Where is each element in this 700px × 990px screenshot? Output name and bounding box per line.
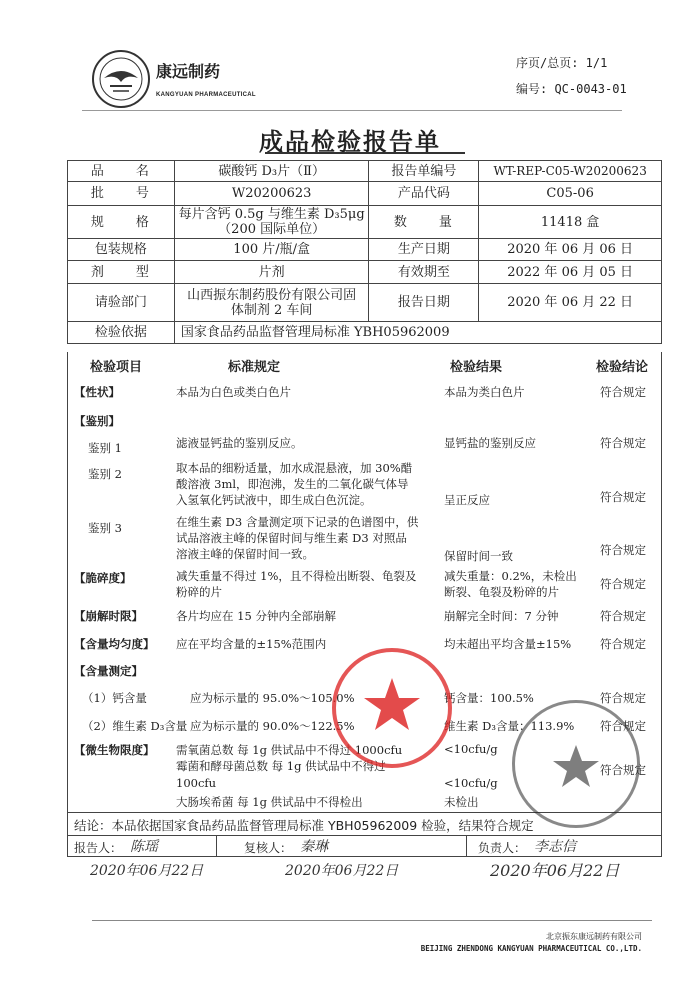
vitd-standard: 应为标示量的 90.0%～122.5% bbox=[190, 719, 355, 733]
manager-date: 2020年06月22日 bbox=[490, 861, 620, 880]
form-label: 剂 型 bbox=[68, 261, 175, 284]
spec-line-2: （200 国际单位） bbox=[218, 222, 326, 237]
dept-value bbox=[174, 284, 369, 322]
ident2-conclusion: 符合规定 bbox=[600, 490, 646, 504]
brand-name-en: KANGYUAN PHARMACEUTICAL bbox=[156, 92, 256, 98]
ident3-label: 鉴别 3 bbox=[88, 521, 122, 535]
reporter-date: 2020年06月22日 bbox=[90, 863, 204, 879]
calcium-label: （1）钙含量 bbox=[82, 691, 147, 705]
friability-standard-1: 减失重量不得过 1%，且不得检出断裂、龟裂及 bbox=[176, 569, 417, 583]
ident3-conclusion: 符合规定 bbox=[600, 543, 646, 557]
package-label: 包装规格 bbox=[68, 239, 175, 261]
microbe-standard-3: 100cfu bbox=[176, 776, 217, 790]
col-conclusion: 检验结论 bbox=[596, 360, 649, 375]
vitd-label: （2）维生素 D₃含量 bbox=[82, 719, 188, 733]
ident3-standard-1: 在维生素 D3 含量测定项下记录的色谱图中，供 bbox=[176, 515, 419, 529]
report-date-label: 报告日期 bbox=[369, 284, 479, 322]
ident3-standard-2: 试品溶液主峰的保留时间与维生素 D3 对照品 bbox=[176, 531, 407, 545]
reviewer-signature: 秦琳 bbox=[300, 839, 328, 855]
package-value: 100 片/瓶/盒 bbox=[174, 239, 369, 261]
calcium-conclusion: 符合规定 bbox=[600, 691, 646, 705]
reviewer-label: 复核人： bbox=[244, 841, 293, 855]
manager-label: 负责人： bbox=[478, 841, 527, 855]
product-name-label: 品 名 bbox=[68, 161, 175, 182]
ident1-label: 鉴别 1 bbox=[88, 441, 122, 455]
quantity-label: 数 量 bbox=[369, 206, 479, 239]
sig-col-divider-1 bbox=[216, 835, 217, 857]
expiry-label: 有效期至 bbox=[369, 261, 479, 284]
microbe-standard-4: 大肠埃希菌 每 1g 供试品中不得检出 bbox=[176, 795, 363, 809]
ident2-standard-2: 酸溶液 3ml，即泡沸，发生的二氧化碳气体导 bbox=[176, 477, 409, 491]
basis-label: 检验依据 bbox=[68, 322, 175, 344]
production-date-label: 生产日期 bbox=[369, 239, 479, 261]
product-code: C05-06 bbox=[479, 182, 662, 206]
friability-label: 【脆碎度】 bbox=[74, 571, 132, 585]
ident2-label: 鉴别 2 bbox=[88, 467, 122, 481]
microbe-standard-1: 需氧菌总数 每 1g 供试品中不得过 1000cfu bbox=[176, 743, 403, 757]
friability-result-2: 断裂、龟裂及粉碎的片 bbox=[444, 585, 559, 599]
conclusion-text: 结论：本品依据国家食品药品监督管理局标准 YBH05962009 检验，结果符合规定 bbox=[74, 818, 534, 833]
footer-company-cn: 北京振东康远制药有限公司 bbox=[546, 932, 642, 941]
vitd-result: 维生素 D₃含量：113.9% bbox=[444, 719, 575, 733]
trait-label: 【性状】 bbox=[74, 385, 120, 399]
batch-number: W20200623 bbox=[174, 182, 369, 206]
ident1-standard: 滤液显钙盐的鉴别反应。 bbox=[176, 436, 303, 450]
assay-label: 【含量测定】 bbox=[74, 664, 143, 678]
uniformity-label: 【含量均匀度】 bbox=[74, 637, 155, 651]
ident3-result: 保留时间一致 bbox=[444, 549, 513, 563]
basis-value: 国家食品药品监督管理局标准 YBH05962009 bbox=[174, 322, 661, 344]
footer-divider bbox=[92, 920, 652, 921]
expiry-date: 2022 年 06 月 05 日 bbox=[479, 261, 662, 284]
spec-value bbox=[174, 206, 369, 239]
trait-standard: 本品为白色或类白色片 bbox=[176, 385, 291, 399]
form-value: 片剂 bbox=[174, 261, 369, 284]
reporter-label: 报告人： bbox=[74, 841, 123, 855]
disintegration-result: 崩解完全时间：7 分钟 bbox=[444, 609, 559, 623]
friability-conclusion: 符合规定 bbox=[600, 577, 646, 591]
vitd-conclusion: 符合规定 bbox=[600, 719, 646, 733]
microbe-result-2: <10cfu/g bbox=[444, 776, 498, 790]
quantity: 11418 盒 bbox=[479, 206, 662, 239]
production-date: 2020 年 06 月 06 日 bbox=[479, 239, 662, 261]
product-name: 碳酸钙 D₃片（Ⅱ） bbox=[174, 161, 369, 182]
disintegration-standard: 各片均应在 15 分钟内全部崩解 bbox=[176, 609, 336, 623]
product-code-label: 产品代码 bbox=[369, 182, 479, 206]
ident3-standard-3: 溶液主峰的保留时间一致。 bbox=[176, 547, 314, 561]
col-standard: 标准规定 bbox=[228, 360, 281, 375]
report-no: WT-REP-C05-W20200623 bbox=[479, 161, 662, 182]
ident2-standard-3: 入氢氧化钙试液中，即生成白色沉淀。 bbox=[176, 493, 372, 507]
friability-result-1: 减失重量：0.2%，未检出 bbox=[444, 569, 577, 583]
report-date: 2020 年 06 月 22 日 bbox=[479, 284, 662, 322]
sig-col-divider-2 bbox=[466, 835, 467, 857]
black-seal-star-icon bbox=[515, 703, 637, 825]
ident2-standard-1: 取本品的细粉适量，加水成混悬液，加 30%醋 bbox=[176, 461, 413, 475]
ident2-result: 呈正反应 bbox=[444, 493, 490, 507]
microbe-result-1: <10cfu/g bbox=[444, 742, 498, 756]
footer-company-en: BEIJING ZHENDONG KANGYUAN PHARMACEUTICAL CO.,LTD. bbox=[420, 944, 642, 953]
black-inspection-seal bbox=[512, 700, 640, 828]
ident-label: 【鉴别】 bbox=[74, 414, 120, 428]
brand-name-cn: 康远制药 bbox=[156, 62, 221, 81]
microbe-label: 【微生物限度】 bbox=[74, 743, 155, 757]
disintegration-label: 【崩解时限】 bbox=[74, 609, 143, 623]
eagle-logo-icon bbox=[96, 54, 146, 104]
company-logo bbox=[92, 50, 150, 108]
manager-signature: 李志信 bbox=[534, 839, 576, 855]
title-underline bbox=[265, 152, 465, 154]
uniformity-result: 均未超出平均含量±15% bbox=[444, 637, 572, 651]
col-item: 检验项目 bbox=[90, 360, 143, 375]
spec-line-1: 每片含钙 0.5g 与维生素 D₃5μg bbox=[178, 207, 365, 222]
dept-line-1: 山西振东制药股份有限公司固 bbox=[187, 287, 357, 303]
info-table bbox=[67, 160, 662, 344]
disintegration-conclusion: 符合规定 bbox=[600, 609, 646, 623]
col-result: 检验结果 bbox=[450, 360, 503, 375]
document-number: 编号: QC-0043-01 bbox=[516, 82, 627, 96]
spec-label: 规 格 bbox=[68, 206, 175, 239]
trait-conclusion: 符合规定 bbox=[600, 385, 646, 399]
batch-label: 批 号 bbox=[68, 182, 175, 206]
microbe-conclusion: 符合规定 bbox=[600, 763, 646, 777]
calcium-standard: 应为标示量的 95.0%～105.0% bbox=[190, 691, 355, 705]
reviewer-date: 2020年06月22日 bbox=[285, 863, 399, 879]
dept-label: 请验部门 bbox=[68, 284, 175, 322]
page-indicator: 序页/总页: 1/1 bbox=[516, 56, 608, 70]
microbe-result-3: 未检出 bbox=[444, 795, 479, 809]
uniformity-standard: 应在平均含量的±15%范围内 bbox=[176, 637, 327, 651]
friability-standard-2: 粉碎的片 bbox=[176, 585, 222, 599]
ident1-conclusion: 符合规定 bbox=[600, 436, 646, 450]
page-title: 成品检验报告单 bbox=[259, 128, 441, 156]
microbe-standard-2: 霉菌和酵母菌总数 每 1g 供试品中不得过 bbox=[176, 759, 386, 773]
ident1-result: 显钙盐的鉴别反应 bbox=[444, 436, 536, 450]
dept-line-2: 体制剂 2 车间 bbox=[230, 302, 313, 318]
reporter-signature: 陈瑶 bbox=[130, 839, 158, 855]
calcium-result: 钙含量：100.5% bbox=[444, 691, 534, 705]
report-no-label: 报告单编号 bbox=[369, 161, 479, 182]
trait-result: 本品为类白色片 bbox=[444, 385, 525, 399]
uniformity-conclusion: 符合规定 bbox=[600, 637, 646, 651]
red-seal-star-icon bbox=[336, 652, 448, 764]
red-quality-seal bbox=[332, 648, 452, 768]
header-divider bbox=[82, 110, 622, 111]
